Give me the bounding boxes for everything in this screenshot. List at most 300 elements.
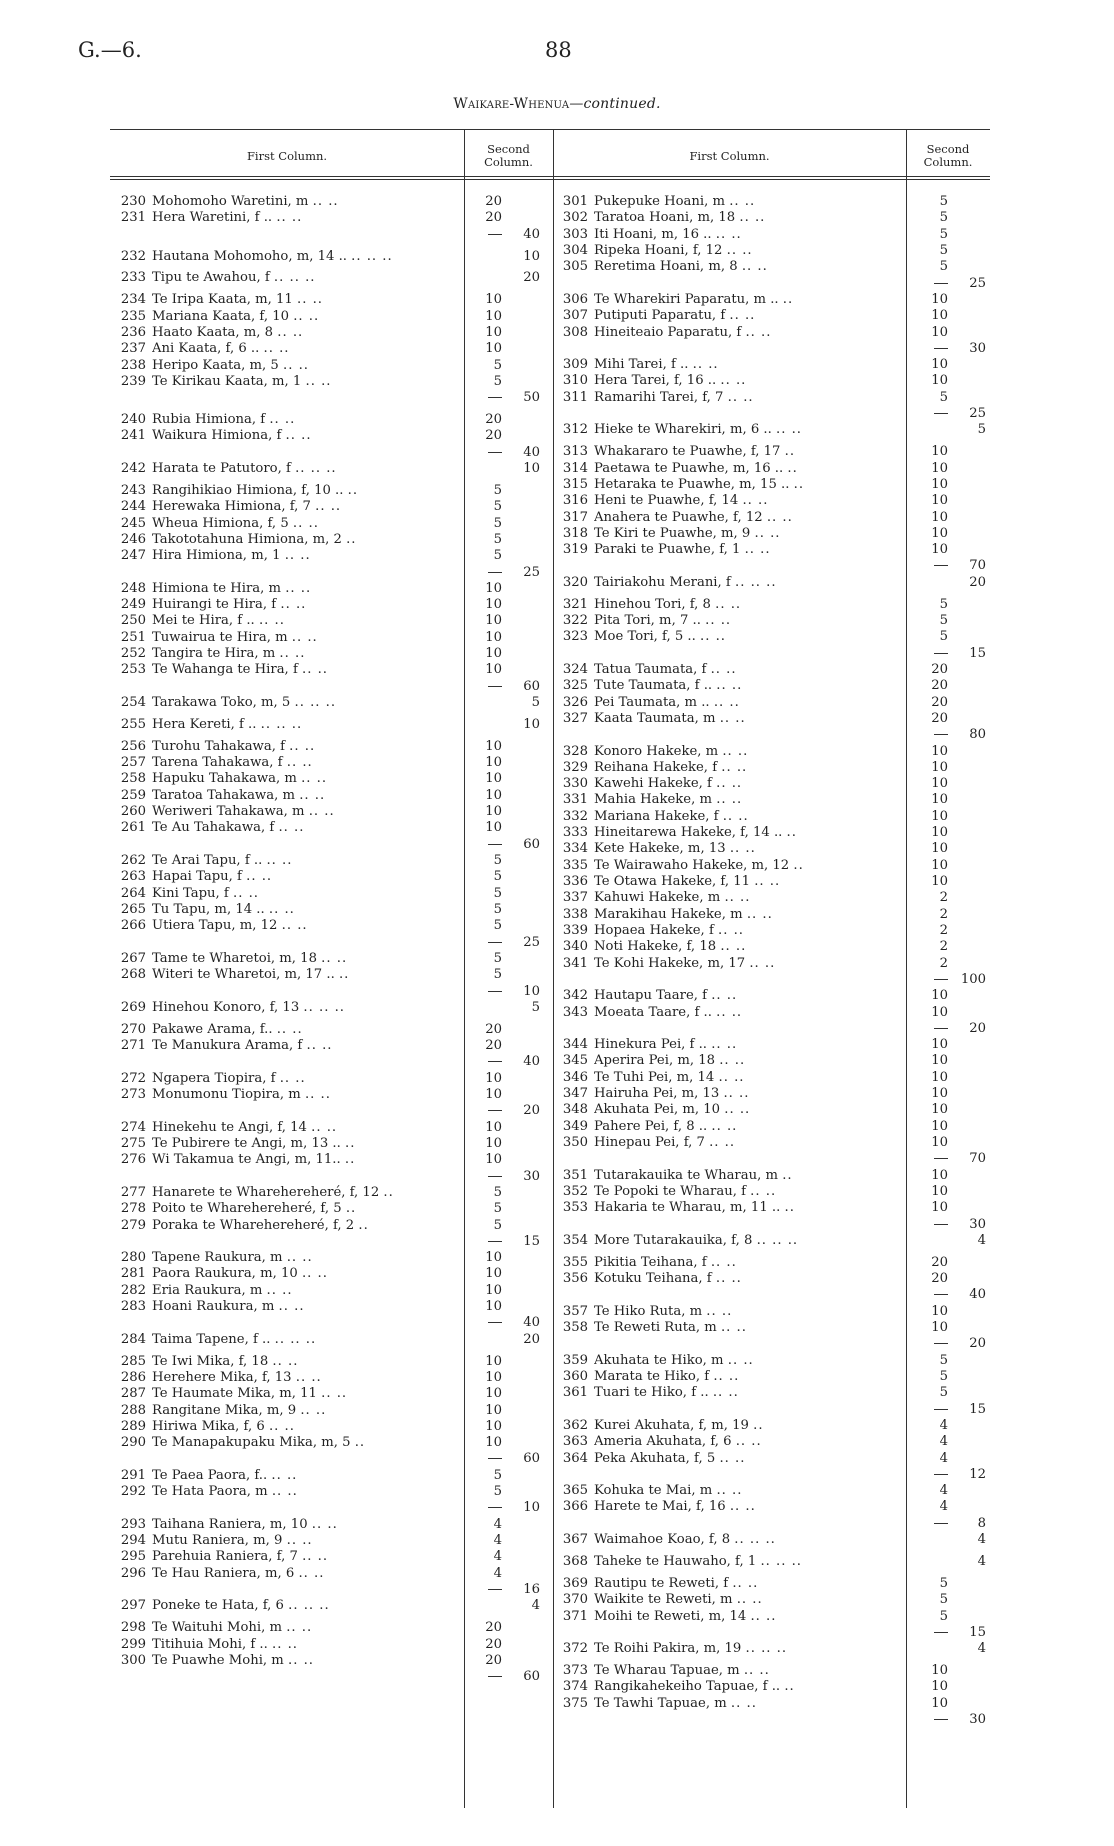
leader-dots: .. .. (304, 1087, 331, 1102)
first-column-value: 10 (931, 1695, 948, 1711)
entry-name-text: Te Pubirere te Angi, m, 13 .. (152, 1135, 341, 1151)
entry-number: 353 (562, 1200, 588, 1216)
first-column-value: 10 (485, 1119, 502, 1135)
leader-dots: .. .. (286, 1250, 313, 1266)
entry-name (152, 1435, 488, 1451)
subtotal-row (560, 341, 1000, 357)
entry-name-text: Hetaraka te Puawhe, m, 15 .. (594, 476, 790, 492)
first-column-value: 10 (931, 776, 948, 792)
entry-name-text: Mariana Kaata, f, 10 (152, 308, 289, 324)
leader-dots: .. .. (692, 357, 719, 373)
rule-line (488, 1589, 502, 1590)
first-column-value: 20 (931, 678, 948, 694)
entry-number: 303 (562, 226, 588, 242)
right-first-column-header: First Column. (689, 149, 770, 163)
entry-name-text: Hieke te Wharekiri, m, 6 .. (594, 422, 772, 438)
entry-name (594, 1233, 932, 1249)
table-row (560, 1255, 1000, 1271)
subtotal-rule (918, 1516, 948, 1532)
entry-name-text: Tute Taumata, f .. (594, 678, 713, 694)
subtotal-rule (472, 1315, 502, 1331)
entry-number: 368 (562, 1554, 588, 1569)
subtotal-rule (472, 390, 502, 406)
subtotal-value: 70 (969, 1151, 986, 1167)
entry-name (152, 1598, 488, 1614)
entry-name (594, 1696, 932, 1712)
rule-line (488, 1176, 502, 1177)
table-row (118, 918, 558, 934)
table-row (118, 1637, 558, 1653)
table-row (560, 526, 1000, 542)
rule-line (934, 1158, 948, 1159)
entry-name-text: Himiona te Hira, m (152, 580, 281, 596)
entry-name (152, 1283, 488, 1299)
first-column-value: 5 (493, 1467, 502, 1483)
leader-dots: .. .. (712, 1385, 739, 1401)
entry-name-text: Noti Hakeke, f, 18 (594, 939, 717, 955)
entry-name-text: Kawehi Hakeke, f (594, 776, 712, 792)
entry-name-text: Hineiteaio Paparatu, f (594, 324, 742, 340)
first-column-value: 10 (931, 825, 948, 841)
entry-name (152, 1218, 488, 1234)
entry-name-text: Hautana Mohomoho, m, 14 .. (152, 248, 347, 264)
leader-dots: .. (753, 1417, 764, 1433)
subtotal-row (560, 1625, 1000, 1641)
subtotal-row (118, 1315, 558, 1331)
entry-number: 280 (120, 1250, 146, 1266)
first-column-value: 5 (493, 901, 502, 917)
entry-number: 292 (120, 1484, 146, 1500)
leader-dots: .. .. (311, 1516, 338, 1532)
leader-dots: .. .. (711, 988, 738, 1004)
first-column-value: 5 (939, 613, 948, 628)
subtotal-row (560, 1402, 1000, 1418)
table-row (560, 890, 1000, 906)
entry-name (594, 1353, 932, 1369)
leader-dots: .. .. (745, 324, 772, 340)
entry-name (152, 1299, 488, 1315)
first-column-value: 20 (485, 412, 502, 428)
rule-line (488, 991, 502, 992)
subtotal-row (560, 1516, 1000, 1532)
first-column-value: 10 (931, 792, 948, 808)
entry-name-text: Taheke te Hauwaho, f, 1 (594, 1554, 757, 1569)
leader-dots: .. .. (749, 955, 776, 971)
entry-name (594, 1053, 932, 1069)
entry-name (594, 613, 932, 629)
rule-line (488, 844, 502, 845)
entry-number: 277 (120, 1184, 146, 1200)
leader-dots: .. .. (263, 341, 290, 357)
table-row (118, 1620, 558, 1636)
entry-number: 356 (562, 1271, 588, 1287)
entry-name (152, 695, 488, 711)
subtotal-row (118, 1451, 558, 1467)
rule-line (934, 1028, 948, 1029)
first-column-value: 5 (939, 1575, 948, 1591)
table-row (118, 532, 558, 548)
table-row (560, 1663, 1000, 1679)
entry-name (152, 249, 488, 265)
entry-name (152, 483, 488, 499)
entry-name-text: Tangira te Hira, m (152, 646, 276, 662)
entry-name (594, 292, 932, 308)
entry-number: 344 (562, 1037, 588, 1053)
table-row (118, 820, 558, 836)
first-column-value: 10 (931, 476, 948, 492)
entry-number: 371 (562, 1608, 588, 1624)
subtotal-value: 8 (977, 1515, 986, 1531)
left-second-column-header (464, 143, 553, 169)
first-column-value: 10 (485, 1402, 502, 1418)
table-row (560, 678, 1000, 694)
second-column-value: 10 (523, 461, 540, 477)
entry-name-text: Rangihikiao Himiona, f, 10 .. (152, 482, 344, 498)
entry-number: 357 (562, 1303, 588, 1319)
entry-name (594, 422, 932, 438)
subtotal-rule (472, 1500, 502, 1516)
rule-line (488, 1241, 502, 1242)
entry-name (594, 760, 932, 776)
entry-name (152, 1087, 488, 1103)
subtotal-value: 15 (969, 645, 986, 661)
table-row (560, 841, 1000, 857)
table-row (560, 776, 1000, 792)
subtotal-row (118, 679, 558, 695)
leader-dots: .. .. (718, 1069, 745, 1085)
first-column-value: 5 (939, 242, 948, 258)
entry-number: 327 (562, 710, 588, 726)
table-row (118, 1038, 558, 1054)
entry-name (152, 1386, 488, 1402)
leader-dots: .. .. .. (274, 1331, 317, 1347)
table-row (560, 1102, 1000, 1118)
subtotal-rule (472, 445, 502, 461)
entry-name-text: Rangitane Mika, m, 9 (152, 1402, 297, 1418)
subtotal-row (560, 1151, 1000, 1167)
entry-number: 288 (120, 1402, 146, 1418)
subtotal-row (118, 565, 558, 581)
table-row (118, 412, 558, 428)
table-row (118, 755, 558, 771)
table-row (560, 325, 1000, 341)
entry-number: 301 (562, 194, 588, 209)
entry-number: 266 (120, 918, 146, 934)
leader-dots: .. .. (729, 308, 756, 324)
leader-dots: .. .. (268, 901, 295, 917)
first-column-value: 4 (493, 1533, 502, 1549)
table-row (560, 542, 1000, 558)
table-row (560, 1696, 1000, 1712)
entry-number: 369 (562, 1575, 588, 1591)
subtotal-rule (472, 984, 502, 1000)
entry-number: 246 (120, 531, 146, 547)
entry-name-text: Hautapu Taare, f (594, 988, 708, 1004)
leader-dots: .. .. (302, 1549, 329, 1565)
leader-dots: .. .. (710, 661, 737, 677)
first-column-value: 5 (493, 499, 502, 515)
table-row (560, 373, 1000, 389)
first-column-value: 10 (931, 743, 948, 759)
entry-name-text: Utiera Tapu, m, 12 (152, 918, 278, 934)
leader-dots: .. .. (268, 1418, 295, 1434)
leader-dots: .. .. (266, 1282, 293, 1298)
subtotal-row (118, 1054, 558, 1070)
table-row (560, 1499, 1000, 1515)
subtotal-value: 40 (523, 226, 540, 242)
entry-name-text: Ngapera Tiopira, f (152, 1070, 276, 1086)
rule-line (934, 1632, 948, 1633)
subtotal-value: 16 (523, 1581, 540, 1597)
entry-number: 306 (562, 291, 588, 307)
entry-name-text: Mihi Tarei, f .. (594, 357, 689, 373)
entry-name-text: Taihana Raniera, m, 10 (152, 1516, 308, 1532)
title-main: Waikare-Whenua (453, 96, 570, 112)
entry-name (594, 1255, 932, 1271)
leader-dots: .. .. (750, 1608, 777, 1624)
leader-dots: .. .. (720, 373, 747, 389)
entry-name (152, 1419, 488, 1435)
subtotal-rule (472, 1054, 502, 1070)
table-row (118, 309, 558, 325)
title-continued: —continued. (569, 96, 661, 112)
table-row (560, 1200, 1000, 1216)
entry-name-text: Eria Raukura, m (152, 1282, 263, 1298)
second-column-value: 20 (523, 270, 540, 286)
entry-number: 354 (562, 1232, 588, 1248)
leader-dots: .. .. (744, 542, 771, 558)
entry-name (152, 853, 488, 869)
entry-name (594, 243, 932, 259)
entry-number: 294 (120, 1533, 146, 1549)
entry-number: 310 (562, 373, 588, 389)
subtotal-value: 15 (969, 1624, 986, 1640)
leader-dots: .. (338, 967, 350, 983)
entry-name-text: Tuwairua te Hira, m (152, 629, 288, 645)
table-row (118, 630, 558, 646)
entry-name (152, 1403, 488, 1419)
subtotal-value: 10 (523, 1500, 540, 1516)
leader-dots: .. (784, 444, 796, 460)
entry-name-text: Tame te Wharetoi, m, 18 (152, 950, 317, 966)
first-column-value: 10 (485, 324, 502, 340)
first-column-value: 20 (931, 710, 948, 726)
leader-dots: .. .. (281, 918, 308, 934)
subtotal-rule (918, 972, 948, 988)
subtotal-value: 25 (969, 275, 986, 291)
entry-name (594, 1609, 932, 1625)
entry-name-text: Te Iwi Mika, f, 18 (152, 1353, 269, 1369)
entry-number: 238 (120, 357, 146, 373)
left-entries (118, 194, 558, 1685)
entry-name-text: Ripeka Hoani, f, 12 (594, 242, 723, 258)
entry-name (152, 1637, 488, 1653)
entry-name (594, 776, 932, 792)
leader-dots: .. .. (289, 738, 316, 754)
entry-number: 337 (562, 890, 588, 906)
entry-name (594, 923, 932, 939)
entry-number: 313 (562, 444, 588, 460)
leader-dots: .. .. (272, 1636, 298, 1652)
entry-number: 362 (562, 1417, 588, 1433)
table-row (118, 483, 558, 499)
subtotal-value: 12 (969, 1466, 986, 1482)
entry-number: 287 (120, 1386, 146, 1402)
first-column-value: 10 (931, 1135, 948, 1150)
table-row (560, 1641, 1000, 1657)
entry-number: 245 (120, 515, 146, 531)
leader-dots: .. .. .. (273, 270, 316, 286)
table-row (560, 1434, 1000, 1450)
entry-name (594, 841, 932, 857)
first-column-value: 20 (931, 661, 948, 677)
subtotal-value: 40 (523, 1315, 540, 1331)
first-column-value: 5 (493, 482, 502, 498)
entry-name (594, 1005, 932, 1021)
entry-name (594, 1451, 932, 1467)
first-column-value: 5 (493, 967, 502, 983)
entry-name-text: Hinepau Pei, f, 7 (594, 1135, 705, 1150)
entry-name (152, 1517, 488, 1533)
entry-number: 332 (562, 808, 588, 824)
entry-number: 272 (120, 1070, 146, 1086)
entry-name-text: Moihi te Reweti, m, 14 (594, 1608, 747, 1624)
entry-name-text: Tairiakohu Merani, f (594, 574, 731, 590)
subtotal-value: 25 (969, 406, 986, 422)
entry-number: 237 (120, 341, 146, 357)
entry-name (152, 1022, 488, 1038)
subtotal-rule (472, 1669, 502, 1685)
entry-name (594, 825, 932, 841)
first-column-value: 10 (931, 988, 948, 1004)
table-row (118, 1000, 558, 1016)
entry-number: 307 (562, 308, 588, 324)
page-id: G.—6. (78, 38, 142, 62)
leader-dots: .. .. (705, 613, 732, 628)
leader-dots: .. .. .. (295, 461, 337, 477)
entry-name (152, 1152, 488, 1168)
entry-name (594, 678, 932, 694)
entry-name-text: Tatua Taumata, f (594, 661, 707, 677)
first-column-value: 10 (485, 1152, 502, 1168)
entry-name-text: Moe Tori, f, 5 .. (594, 629, 696, 645)
entry-name-text: Hinekehu te Angi, f, 14 (152, 1119, 307, 1135)
entry-name (152, 1201, 488, 1217)
entry-number: 329 (562, 759, 588, 775)
subtotal-row (118, 445, 558, 461)
leader-dots: .. .. .. (760, 1554, 802, 1569)
table-row (118, 516, 558, 532)
entry-name-text: Haato Kaata, m, 8 (152, 324, 274, 340)
entry-name-text: Hairuha Pei, m, 13 (594, 1086, 720, 1102)
page-title (0, 96, 1114, 112)
first-column-value: 5 (939, 1385, 948, 1401)
leader-dots: .. .. .. (288, 1598, 330, 1614)
entry-name (152, 1468, 488, 1484)
entry-name (594, 597, 932, 613)
entry-name-text: Hira Himiona, m, 1 (152, 548, 281, 564)
first-column-value: 10 (485, 1266, 502, 1282)
entry-name-text: Wheua Himiona, f, 5 (152, 515, 289, 531)
entry-name (152, 820, 488, 836)
entry-name-text: Hiriwa Mika, f, 6 (152, 1418, 265, 1434)
entry-name (594, 907, 932, 923)
first-column-value: 10 (931, 1167, 948, 1183)
leader-dots: .. (345, 1135, 356, 1151)
subtotal-row (118, 1234, 558, 1250)
entry-number: 281 (120, 1266, 146, 1282)
rule-line (488, 397, 502, 398)
first-column-value: 10 (931, 308, 948, 324)
first-column-value: 4 (493, 1549, 502, 1565)
subtotal-row (118, 227, 558, 243)
entry-name (152, 1549, 488, 1565)
first-column-value: 10 (485, 308, 502, 324)
entry-number: 304 (562, 242, 588, 258)
leader-dots: .. (786, 825, 797, 841)
entry-number: 323 (562, 629, 588, 645)
entry-number: 348 (562, 1102, 588, 1118)
entry-name (152, 548, 488, 564)
leader-dots: .. .. (719, 1053, 746, 1069)
first-column-value: 20 (931, 1271, 948, 1287)
entry-name (594, 1641, 932, 1657)
leader-dots: .. .. (716, 1483, 743, 1499)
subtotal-value: 30 (523, 1168, 540, 1184)
subtotal-value: 15 (523, 1233, 540, 1249)
table-row (118, 1120, 558, 1136)
entry-name-text: Moeata Taare, f .. (594, 1004, 712, 1020)
leader-dots: .. .. (741, 259, 768, 275)
table-row (560, 613, 1000, 629)
first-column-value: 10 (931, 509, 948, 525)
first-column-value: 10 (931, 1303, 948, 1319)
table-row (118, 853, 558, 869)
entry-number: 233 (120, 270, 146, 286)
subtotal-rule (472, 1582, 502, 1598)
entry-name-text: Te Otawa Hakeke, f, 11 (594, 874, 750, 889)
table-row (560, 444, 1000, 460)
leader-dots: .. .. (280, 597, 307, 613)
leader-dots: .. .. (283, 357, 309, 373)
first-column-value: 10 (931, 1086, 948, 1102)
subtotal-row (560, 276, 1000, 292)
entry-name (152, 428, 488, 444)
entry-number: 361 (562, 1385, 588, 1401)
leader-dots: .. .. (278, 820, 305, 836)
rule-line (934, 1474, 948, 1475)
table-row (560, 874, 1000, 890)
entry-name-text: Paetawa te Puawhe, m, 16 .. (594, 460, 784, 476)
entry-number: 248 (120, 580, 146, 596)
first-column-value: 10 (931, 1037, 948, 1053)
entry-name-text: Kahuwi Hakeke, m (594, 890, 721, 906)
leader-dots: .. .. (272, 1353, 299, 1369)
entry-name (594, 1168, 932, 1184)
table-row (560, 858, 1000, 874)
table-row (560, 744, 1000, 760)
entry-number: 244 (120, 499, 146, 515)
entry-name (152, 461, 488, 477)
entry-number: 239 (120, 373, 146, 389)
first-column-value: 5 (493, 357, 502, 373)
entry-number: 293 (120, 1516, 146, 1532)
table-row (560, 1037, 1000, 1053)
entry-number: 367 (562, 1532, 588, 1548)
entry-name-text: Te Arai Tapu, f .. (152, 853, 263, 869)
leader-dots: .. .. (713, 694, 740, 710)
first-column-value: 4 (939, 1417, 948, 1433)
